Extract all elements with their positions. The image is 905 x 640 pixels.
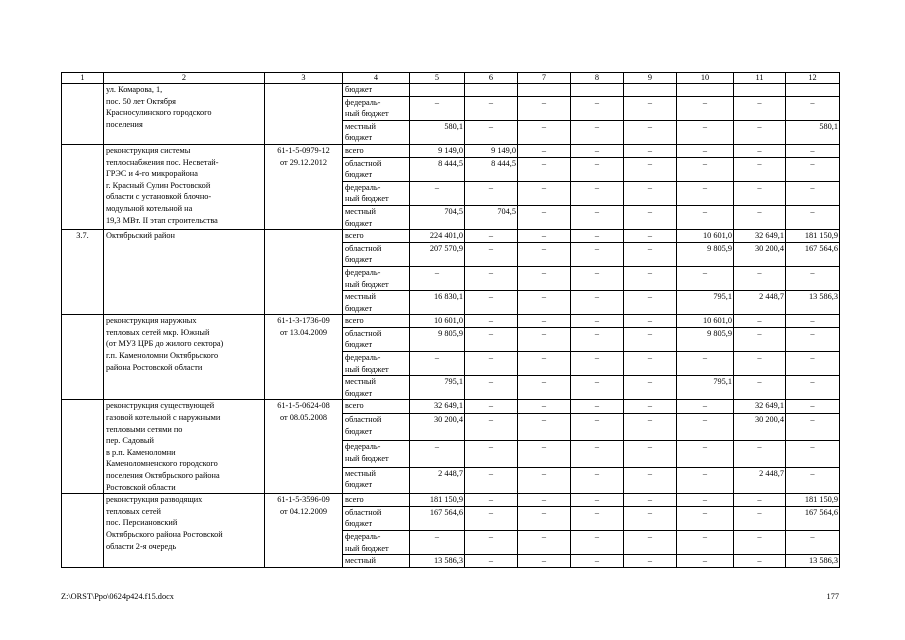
value-cell: 16 830,1 [410,291,465,315]
value-cell: – [571,414,624,441]
value-cell: – [465,96,518,120]
value-cell: – [465,120,518,144]
value-cell: – [624,506,677,530]
funding-source-cell: федераль- ный бюджет [343,266,410,290]
header-cell: 2 [104,73,265,84]
value-cell: 704,5 [465,205,518,229]
value-cell: – [518,96,571,120]
value-cell: – [571,205,624,229]
value-cell: 9 805,9 [410,327,465,351]
value-cell: 32 649,1 [734,400,786,414]
funding-source-cell: областной бюджет [343,242,410,266]
header-cell: 1 [62,73,104,84]
value-cell: 2 448,7 [734,467,786,494]
value-cell: – [734,530,786,554]
value-cell: – [571,440,624,467]
value-cell: – [734,120,786,144]
item-code-cell: 61-1-5-0979-12 от 29.12.2012 [265,144,343,229]
header-cell: 3 [265,73,343,84]
item-code-cell [265,230,343,315]
funding-source-cell: федераль- ный бюджет [343,96,410,120]
value-cell: 8 444,5 [410,157,465,181]
value-cell: – [465,400,518,414]
value-cell: – [734,555,786,568]
value-cell: – [677,181,734,205]
value-cell: 9 805,9 [677,327,734,351]
header-cell: 8 [571,73,624,84]
value-cell: 181 150,9 [786,494,840,507]
value-cell: – [677,467,734,494]
value-cell: 224 401,0 [410,230,465,243]
value-cell: – [571,230,624,243]
value-cell: – [624,530,677,554]
value-cell: – [465,414,518,441]
value-cell: – [571,242,624,266]
value-cell: – [571,144,624,157]
value-cell: – [734,266,786,290]
funding-source-cell: федераль- ный бюджет [343,530,410,554]
value-cell: – [624,440,677,467]
funding-source-cell: местный бюджет [343,205,410,229]
value-cell: – [571,352,624,376]
value-cell: – [624,266,677,290]
funding-source-cell: федераль- ный бюджет [343,352,410,376]
value-cell: – [465,266,518,290]
value-cell [624,84,677,97]
value-cell: 704,5 [410,205,465,229]
value-cell: – [518,144,571,157]
table-row [62,144,840,157]
value-cell: – [571,291,624,315]
value-cell: – [734,181,786,205]
value-cell: – [624,494,677,507]
value-cell: – [786,157,840,181]
item-name-cell: реконструкция наружных тепловых сетей мкр. Южный (от МУЗ ЦРБ до жилого сектора) г.п. Каменоломни Октябрьского района Ростовской области [104,315,265,400]
value-cell [518,84,571,97]
value-cell: – [571,120,624,144]
value-cell: – [571,494,624,507]
item-name-cell: Октябрьский район [104,230,265,315]
value-cell: – [571,327,624,351]
value-cell: 207 570,9 [410,242,465,266]
table-row [62,230,840,243]
value-cell: – [734,352,786,376]
value-cell: 32 649,1 [410,400,465,414]
budget-table [61,72,840,568]
value-cell: – [571,530,624,554]
value-cell: 30 200,4 [734,242,786,266]
value-cell: – [734,96,786,120]
value-cell: – [624,157,677,181]
value-cell [410,84,465,97]
value-cell: – [518,376,571,400]
value-cell: – [518,181,571,205]
value-cell: – [571,96,624,120]
value-cell: – [677,494,734,507]
value-cell: – [786,352,840,376]
value-cell: – [677,555,734,568]
value-cell: – [465,376,518,400]
value-cell: – [571,376,624,400]
value-cell: – [624,96,677,120]
value-cell: – [677,400,734,414]
value-cell: – [786,440,840,467]
value-cell: – [786,414,840,441]
value-cell: – [677,96,734,120]
value-cell: 13 586,3 [410,555,465,568]
value-cell: – [624,120,677,144]
value-cell: 32 649,1 [734,230,786,243]
item-name-cell: реконструкция системы теплоснабжения пос. Несветай- ГРЭС и 4-го микрорайона г. Красный Сулин Ростовской области с установкой блочно- модульной котельной на 19,3 МВт. II этап строительства [104,144,265,229]
value-cell [465,84,518,97]
value-cell: 9 805,9 [677,242,734,266]
value-cell: – [677,352,734,376]
value-cell: 795,1 [677,376,734,400]
value-cell: – [786,530,840,554]
value-cell: 181 150,9 [786,230,840,243]
value-cell: 795,1 [410,376,465,400]
value-cell: – [465,506,518,530]
value-cell: – [465,242,518,266]
value-cell: 9 149,0 [465,144,518,157]
value-cell: – [624,242,677,266]
value-cell: – [518,291,571,315]
header-cell: 11 [734,73,786,84]
funding-source-cell: местный [343,555,410,568]
table-row [62,84,840,97]
header-cell: 10 [677,73,734,84]
value-cell: 795,1 [677,291,734,315]
value-cell: – [410,530,465,554]
value-cell: – [734,327,786,351]
value-cell: – [786,400,840,414]
value-cell: 10 601,0 [677,230,734,243]
funding-source-cell: федераль- ный бюджет [343,440,410,467]
value-cell: – [465,315,518,328]
value-cell: 2 448,7 [410,467,465,494]
value-cell: – [624,352,677,376]
funding-source-cell: областной бюджет [343,327,410,351]
document-table-area [61,72,839,568]
funding-source-cell: местный бюджет [343,291,410,315]
value-cell: – [571,157,624,181]
column-number-header [62,73,840,84]
funding-source-cell: всего [343,494,410,507]
value-cell: – [734,205,786,229]
funding-source-cell: областной бюджет [343,414,410,441]
value-cell: – [571,315,624,328]
value-cell: – [624,315,677,328]
value-cell: – [518,414,571,441]
value-cell: – [786,205,840,229]
item-code-cell: 61-1-3-1736-09 от 13.04.2009 [265,315,343,400]
item-name-cell: ул. Комарова, 1, пос. 50 лет Октября Красносулинского городского поселения [104,84,265,145]
value-cell: – [786,266,840,290]
value-cell [677,84,734,97]
value-cell: – [677,205,734,229]
value-cell: – [677,506,734,530]
value-cell: – [518,315,571,328]
funding-source-cell: всего [343,144,410,157]
value-cell: – [410,181,465,205]
value-cell: – [465,230,518,243]
value-cell: – [518,352,571,376]
value-cell: – [518,266,571,290]
value-cell: – [734,315,786,328]
value-cell: – [624,400,677,414]
table-row [62,400,840,414]
value-cell: 9 149,0 [410,144,465,157]
value-cell: – [465,327,518,351]
funding-source-cell: всего [343,400,410,414]
item-code-cell: 61-1-5-3596-09 от 04.12.2009 [265,494,343,568]
value-cell: – [734,144,786,157]
value-cell: – [518,555,571,568]
value-cell: – [518,157,571,181]
funding-source-cell: бюджет [343,84,410,97]
value-cell: – [518,242,571,266]
item-number-cell: 3.7. [62,230,104,315]
value-cell: 10 601,0 [677,315,734,328]
value-cell: – [624,144,677,157]
value-cell: 580,1 [410,120,465,144]
value-cell: – [677,120,734,144]
item-name-cell: реконструкция разводящих тепловых сетей пос. Персиановский Октябрьского района Ростовской области 2-я очередь [104,494,265,568]
value-cell: 167 564,6 [410,506,465,530]
value-cell: – [465,440,518,467]
value-cell: – [518,120,571,144]
value-cell: – [677,530,734,554]
value-cell: – [786,181,840,205]
funding-source-cell: всего [343,230,410,243]
value-cell: – [465,181,518,205]
value-cell [786,84,840,97]
value-cell: 13 586,3 [786,555,840,568]
value-cell: – [518,327,571,351]
value-cell [734,84,786,97]
footer-page-number: 177 [826,592,839,601]
value-cell: – [734,440,786,467]
value-cell: – [465,530,518,554]
value-cell: – [410,266,465,290]
value-cell: – [571,266,624,290]
item-number-cell [62,144,104,229]
value-cell: – [465,555,518,568]
value-cell: – [465,494,518,507]
value-cell: – [518,230,571,243]
value-cell: – [571,506,624,530]
value-cell: – [624,467,677,494]
value-cell: – [518,467,571,494]
value-cell: – [786,327,840,351]
funding-source-cell: областной бюджет [343,506,410,530]
value-cell: – [734,376,786,400]
value-cell: – [677,414,734,441]
value-cell: – [624,291,677,315]
value-cell: – [786,376,840,400]
value-cell: – [518,494,571,507]
header-cell: 5 [410,73,465,84]
item-code-cell: 61-1-5-0624-08 от 08.05.2008 [265,400,343,494]
value-cell: – [734,506,786,530]
value-cell: – [786,467,840,494]
footer-file-path: Z:\ORST\Ppo\0624p424.f15.docx [61,592,174,601]
value-cell: – [518,400,571,414]
value-cell: – [677,157,734,181]
value-cell: 580,1 [786,120,840,144]
value-cell: – [677,440,734,467]
value-cell: – [786,315,840,328]
value-cell: – [518,440,571,467]
value-cell: 2 448,7 [734,291,786,315]
item-number-cell [62,494,104,568]
table-row [62,315,840,328]
header-cell: 12 [786,73,840,84]
value-cell: – [410,440,465,467]
header-cell: 6 [465,73,518,84]
funding-source-cell: всего [343,315,410,328]
value-cell: – [571,467,624,494]
item-name-cell: реконструкция существующей газовой котельной с наружными тепловыми сетями по пер. Садовый в р.п. Каменоломни Каменоломненского городского поселения Октябрьского района Ростовской области [104,400,265,494]
value-cell: 181 150,9 [410,494,465,507]
value-cell: 8 444,5 [465,157,518,181]
value-cell: – [465,467,518,494]
funding-source-cell: местный бюджет [343,376,410,400]
header-cell: 9 [624,73,677,84]
value-cell: 13 586,3 [786,291,840,315]
value-cell: – [734,157,786,181]
funding-source-cell: местный бюджет [343,467,410,494]
item-number-cell [62,84,104,145]
value-cell: – [624,414,677,441]
funding-source-cell: местный бюджет [343,120,410,144]
value-cell: 167 564,6 [786,242,840,266]
value-cell: – [518,530,571,554]
value-cell: – [786,96,840,120]
value-cell: – [734,494,786,507]
value-cell: – [518,205,571,229]
value-cell: – [571,555,624,568]
value-cell: – [624,555,677,568]
header-cell: 4 [343,73,410,84]
value-cell: – [786,144,840,157]
value-cell: 30 200,4 [734,414,786,441]
funding-source-cell: областной бюджет [343,157,410,181]
value-cell: 167 564,6 [786,506,840,530]
value-cell: – [677,144,734,157]
value-cell: – [465,352,518,376]
value-cell: – [410,96,465,120]
value-cell: – [518,506,571,530]
value-cell: – [677,266,734,290]
value-cell: – [624,327,677,351]
value-cell: 10 601,0 [410,315,465,328]
header-cell: 7 [518,73,571,84]
value-cell: 30 200,4 [410,414,465,441]
table-row [62,494,840,507]
item-number-cell [62,400,104,494]
value-cell: – [410,352,465,376]
value-cell: – [465,291,518,315]
value-cell: – [624,376,677,400]
value-cell: – [624,205,677,229]
value-cell: – [624,230,677,243]
value-cell: – [571,400,624,414]
value-cell [571,84,624,97]
funding-source-cell: федераль- ный бюджет [343,181,410,205]
value-cell: – [571,181,624,205]
value-cell: – [624,181,677,205]
item-code-cell [265,84,343,145]
item-number-cell [62,315,104,400]
